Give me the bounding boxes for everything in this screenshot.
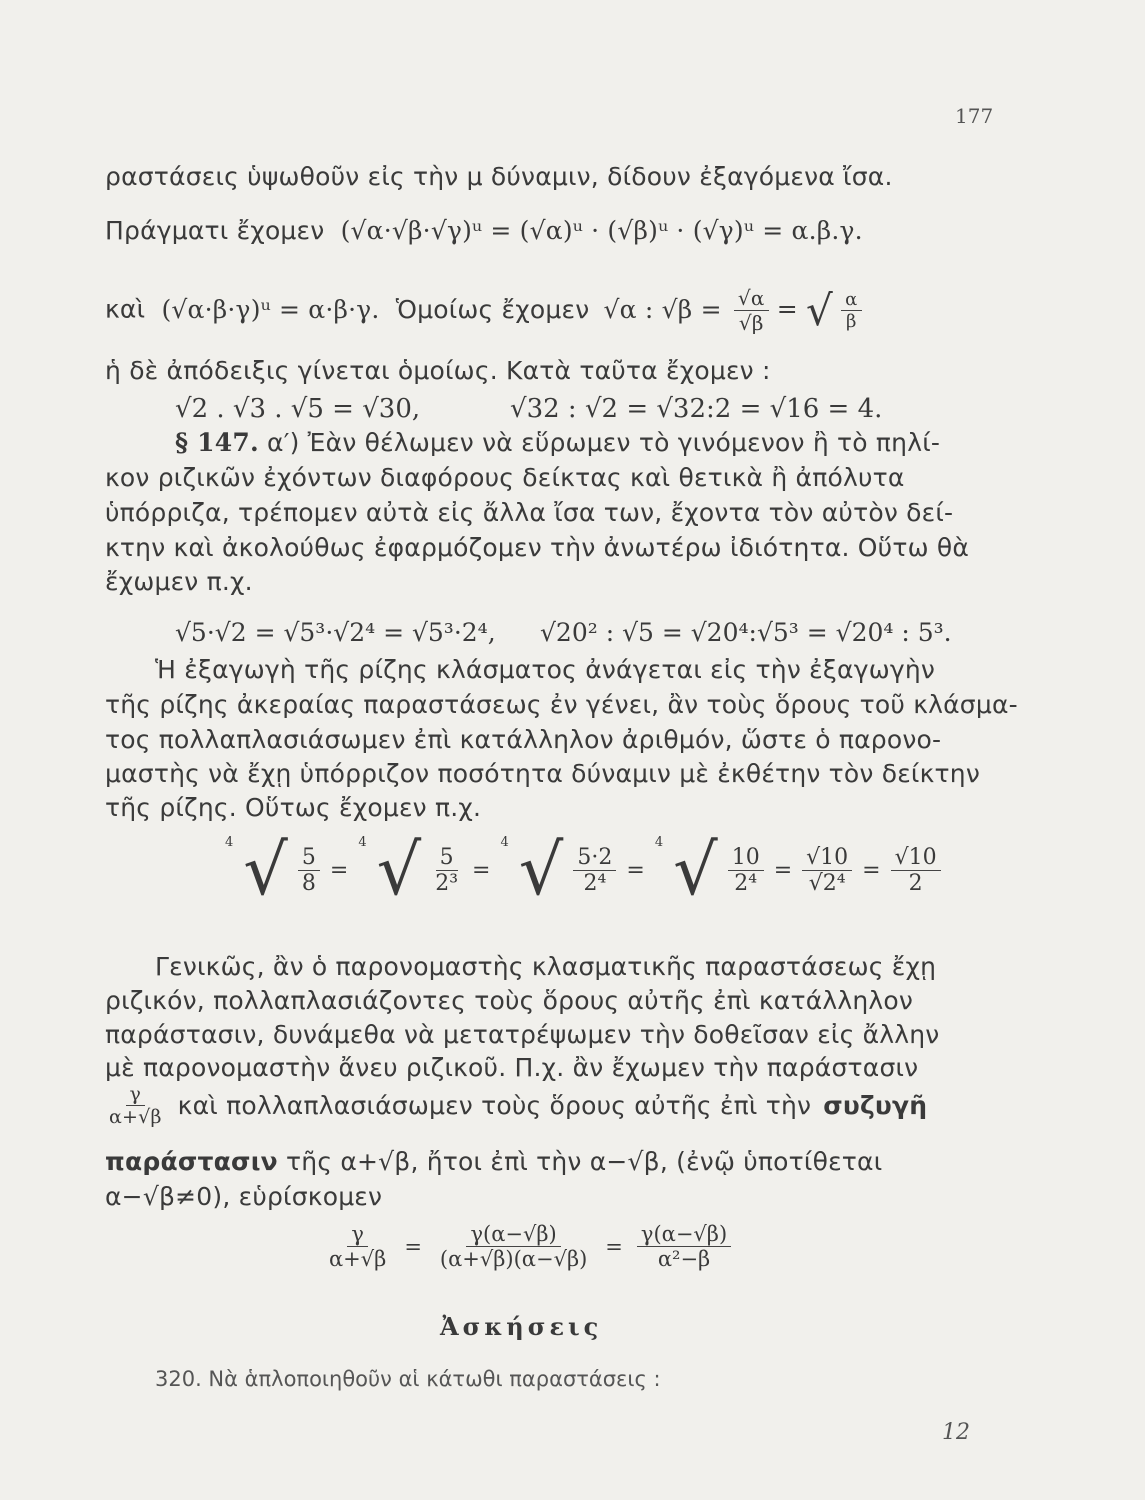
formula-line: √5·√2 = √5³·√2⁴ = √5³·2⁴, — [175, 618, 496, 647]
fraction-equation — [225, 829, 941, 911]
text-line: ὑπόρριζα, τρέπομεν αὐτὰ εἰς ἄλλα ἴσα των, ἔχοντα τὸν αὐτὸν δεί- — [105, 498, 954, 527]
root-symbol: √ — [518, 829, 564, 911]
fraction — [891, 845, 941, 896]
fraction-numerator: √10 — [891, 845, 941, 871]
fraction-denominator: 2³ — [435, 870, 459, 896]
emphasis-text: συζυγῆ — [823, 1091, 928, 1120]
fraction-denominator: α+√β — [109, 1106, 162, 1128]
fraction-denominator: 2 — [908, 870, 923, 896]
text-line — [105, 1147, 882, 1176]
fraction-numerator: 5 — [298, 845, 320, 871]
paragraph-text: α′) Ἐὰν θέλωμεν νὰ εὕρωμεν τὸ γινόμενον ἢ τὸ πηλί- — [267, 428, 941, 457]
text-line: ἔχωμεν π.χ. — [105, 567, 253, 596]
formula-line: √20² : √5 = √20⁴:√5³ = √20⁴ : 5³. — [540, 618, 952, 647]
fraction-numerator: α — [841, 289, 861, 311]
fraction — [436, 1222, 591, 1271]
fraction-numerator: 5 — [436, 845, 458, 871]
fraction-equation — [325, 1222, 731, 1271]
text-line: α−√β≠0), εὑρίσκομεν — [105, 1182, 383, 1211]
line-intro: καὶ — [105, 294, 146, 324]
fraction-denominator: √2⁴ — [808, 870, 846, 896]
fraction-denominator: α²−β — [657, 1247, 711, 1271]
fraction-numerator: γ(α−√β) — [637, 1222, 731, 1247]
text-line — [175, 428, 940, 457]
paragraph-text: τῆς α+√β, ἤτοι ἐπὶ τὴν α−√β, (ἐνῷ ὑποτίθεται — [286, 1147, 883, 1176]
text-line: Γενικῶς, ἂν ὁ παρονομαστὴς κλασματικῆς παραστάσεως ἔχῃ — [155, 952, 937, 981]
text-line — [105, 286, 862, 335]
text-line: ραστάσεις ὑψωθοῦν εἰς τὴν μ δύναμιν, δίδουν ἐξαγόμενα ἴσα. — [105, 162, 893, 191]
text-line: Ἡ ἐξαγωγὴ τῆς ρίζης κλάσματος ἀνάγεται εἰς τὴν ἐξαγωγὴν — [155, 655, 936, 684]
root-index: 4 — [225, 835, 234, 850]
fraction — [431, 845, 462, 896]
root-symbol: √ — [806, 286, 833, 335]
equals-sign: = — [605, 1234, 623, 1259]
equals-sign: = — [404, 1234, 422, 1259]
fraction — [298, 845, 320, 896]
equals-sign: = — [776, 294, 807, 324]
fraction-numerator: √10 — [802, 845, 852, 871]
root-index: 4 — [500, 835, 509, 850]
fraction — [802, 845, 852, 896]
fraction-denominator: √β — [738, 311, 764, 335]
text-line — [105, 216, 863, 245]
text-line: κον ριζικῶν ἐχόντων διαφόρους δείκτας καὶ θετικὰ ἢ ἀπόλυτα — [105, 463, 905, 492]
equals-sign: = — [472, 857, 491, 883]
fraction-denominator: (α+√β)(α−√β) — [439, 1247, 588, 1271]
fraction — [734, 286, 769, 335]
fraction-numerator: γ(α−√β) — [466, 1222, 560, 1247]
text-line: μὲ παρονομαστὴν ἄνευ ριζικοῦ. Π.χ. ἂν ἔχωμεν τὴν παράστασιν — [105, 1053, 919, 1082]
fraction-denominator: 2⁴ — [583, 870, 607, 896]
text-line: τῆς ρίζης. Οὕτως ἔχομεν π.χ. — [105, 793, 482, 822]
equals-sign: = — [862, 857, 881, 883]
formula: (√α·√β·√γ)ᵘ = (√α)ᵘ · (√β)ᵘ · (√γ)ᵘ = α.β.γ. — [340, 216, 863, 245]
fraction — [728, 845, 764, 896]
line-mid: Ὁμοίως ἔχομεν — [395, 294, 590, 324]
fraction-denominator: β — [846, 311, 857, 332]
fraction — [841, 289, 861, 332]
root-index: 4 — [654, 835, 664, 850]
section-number: § 147. — [175, 428, 259, 457]
emphasis-text: παράστασιν — [105, 1147, 278, 1176]
exercise-line: 320. Νὰ ἁπλοποιηθοῦν αἱ κάτωθι παραστάσεις : — [155, 1367, 661, 1391]
page-number: 177 — [955, 104, 994, 128]
fraction-denominator: 2⁴ — [734, 870, 758, 896]
fraction-numerator: 5·2 — [573, 845, 616, 871]
fraction — [573, 845, 616, 896]
formula: √α : √β = — [603, 294, 722, 324]
text-line: κτην καὶ ἀκολούθως ἐφαρμόζομεν τὴν ἀνωτέρω ἰδιότητα. Οὕτω θὰ — [105, 533, 970, 562]
equals-sign: = — [329, 857, 349, 883]
fraction-denominator: 8 — [301, 870, 316, 896]
fraction — [325, 1222, 390, 1271]
fraction-numerator: √α — [734, 286, 769, 311]
text-line: ριζικόν, πολλαπλασιάζοντες τοὺς ὅρους αὐτῆς ἐπὶ κατάλληλον — [105, 986, 914, 1015]
text-line: τῆς ρίζης ἀκεραίας παραστάσεως ἐν γένει, ἂν τοὺς ὅρους τοῦ κλάσμα- — [105, 690, 1018, 719]
root-symbol: √ — [243, 829, 288, 911]
fraction-numerator: γ — [126, 1083, 146, 1106]
equals-sign: = — [773, 857, 793, 883]
equals-sign: = — [626, 857, 645, 883]
text-line: τος πολλαπλασιάσωμεν ἐπὶ κατάλληλον ἀριθμόν, ὥστε ὁ παρονο- — [105, 725, 942, 754]
fraction-numerator: γ — [347, 1222, 368, 1247]
root-symbol: √ — [376, 829, 422, 911]
text-line — [105, 1083, 927, 1128]
text-line: μαστὴς νὰ ἔχῃ ὑπόρριζον ποσότητα δύναμιν μὲ ἐκθέτην τὸν δείκτην — [105, 759, 980, 788]
section-heading: Ἀσκήσεις — [440, 1312, 603, 1341]
fraction-denominator: α+√β — [329, 1247, 387, 1271]
text-line: ἡ δὲ ἀπόδειξις γίνεται ὁμοίως. Κατὰ ταῦτα ἔχομεν : — [105, 356, 771, 385]
signature-mark: 12 — [942, 1420, 970, 1445]
formula-line: √32 : √2 = √32:2 = √16 = 4. — [510, 394, 883, 424]
fraction — [105, 1083, 166, 1128]
text-line: παράστασιν, δυνάμεθα νὰ μετατρέψωμεν τὴν δοθεῖσαν εἰς ἄλλην — [105, 1020, 940, 1049]
paragraph-text: καὶ πολλαπλασιάσωμεν τοὺς ὅρους αὐτῆς ἐπὶ τὴν — [177, 1091, 812, 1120]
fraction-numerator: 10 — [728, 845, 764, 871]
fraction — [637, 1222, 731, 1271]
root-index: 4 — [358, 835, 367, 850]
root-symbol: √ — [673, 829, 718, 911]
formula: (√α·β·γ)ᵘ = α·β·γ. — [161, 294, 380, 324]
formula-line: √2 . √3 . √5 = √30, — [175, 394, 421, 424]
line-intro: Πράγματι ἔχομεν — [105, 216, 325, 245]
